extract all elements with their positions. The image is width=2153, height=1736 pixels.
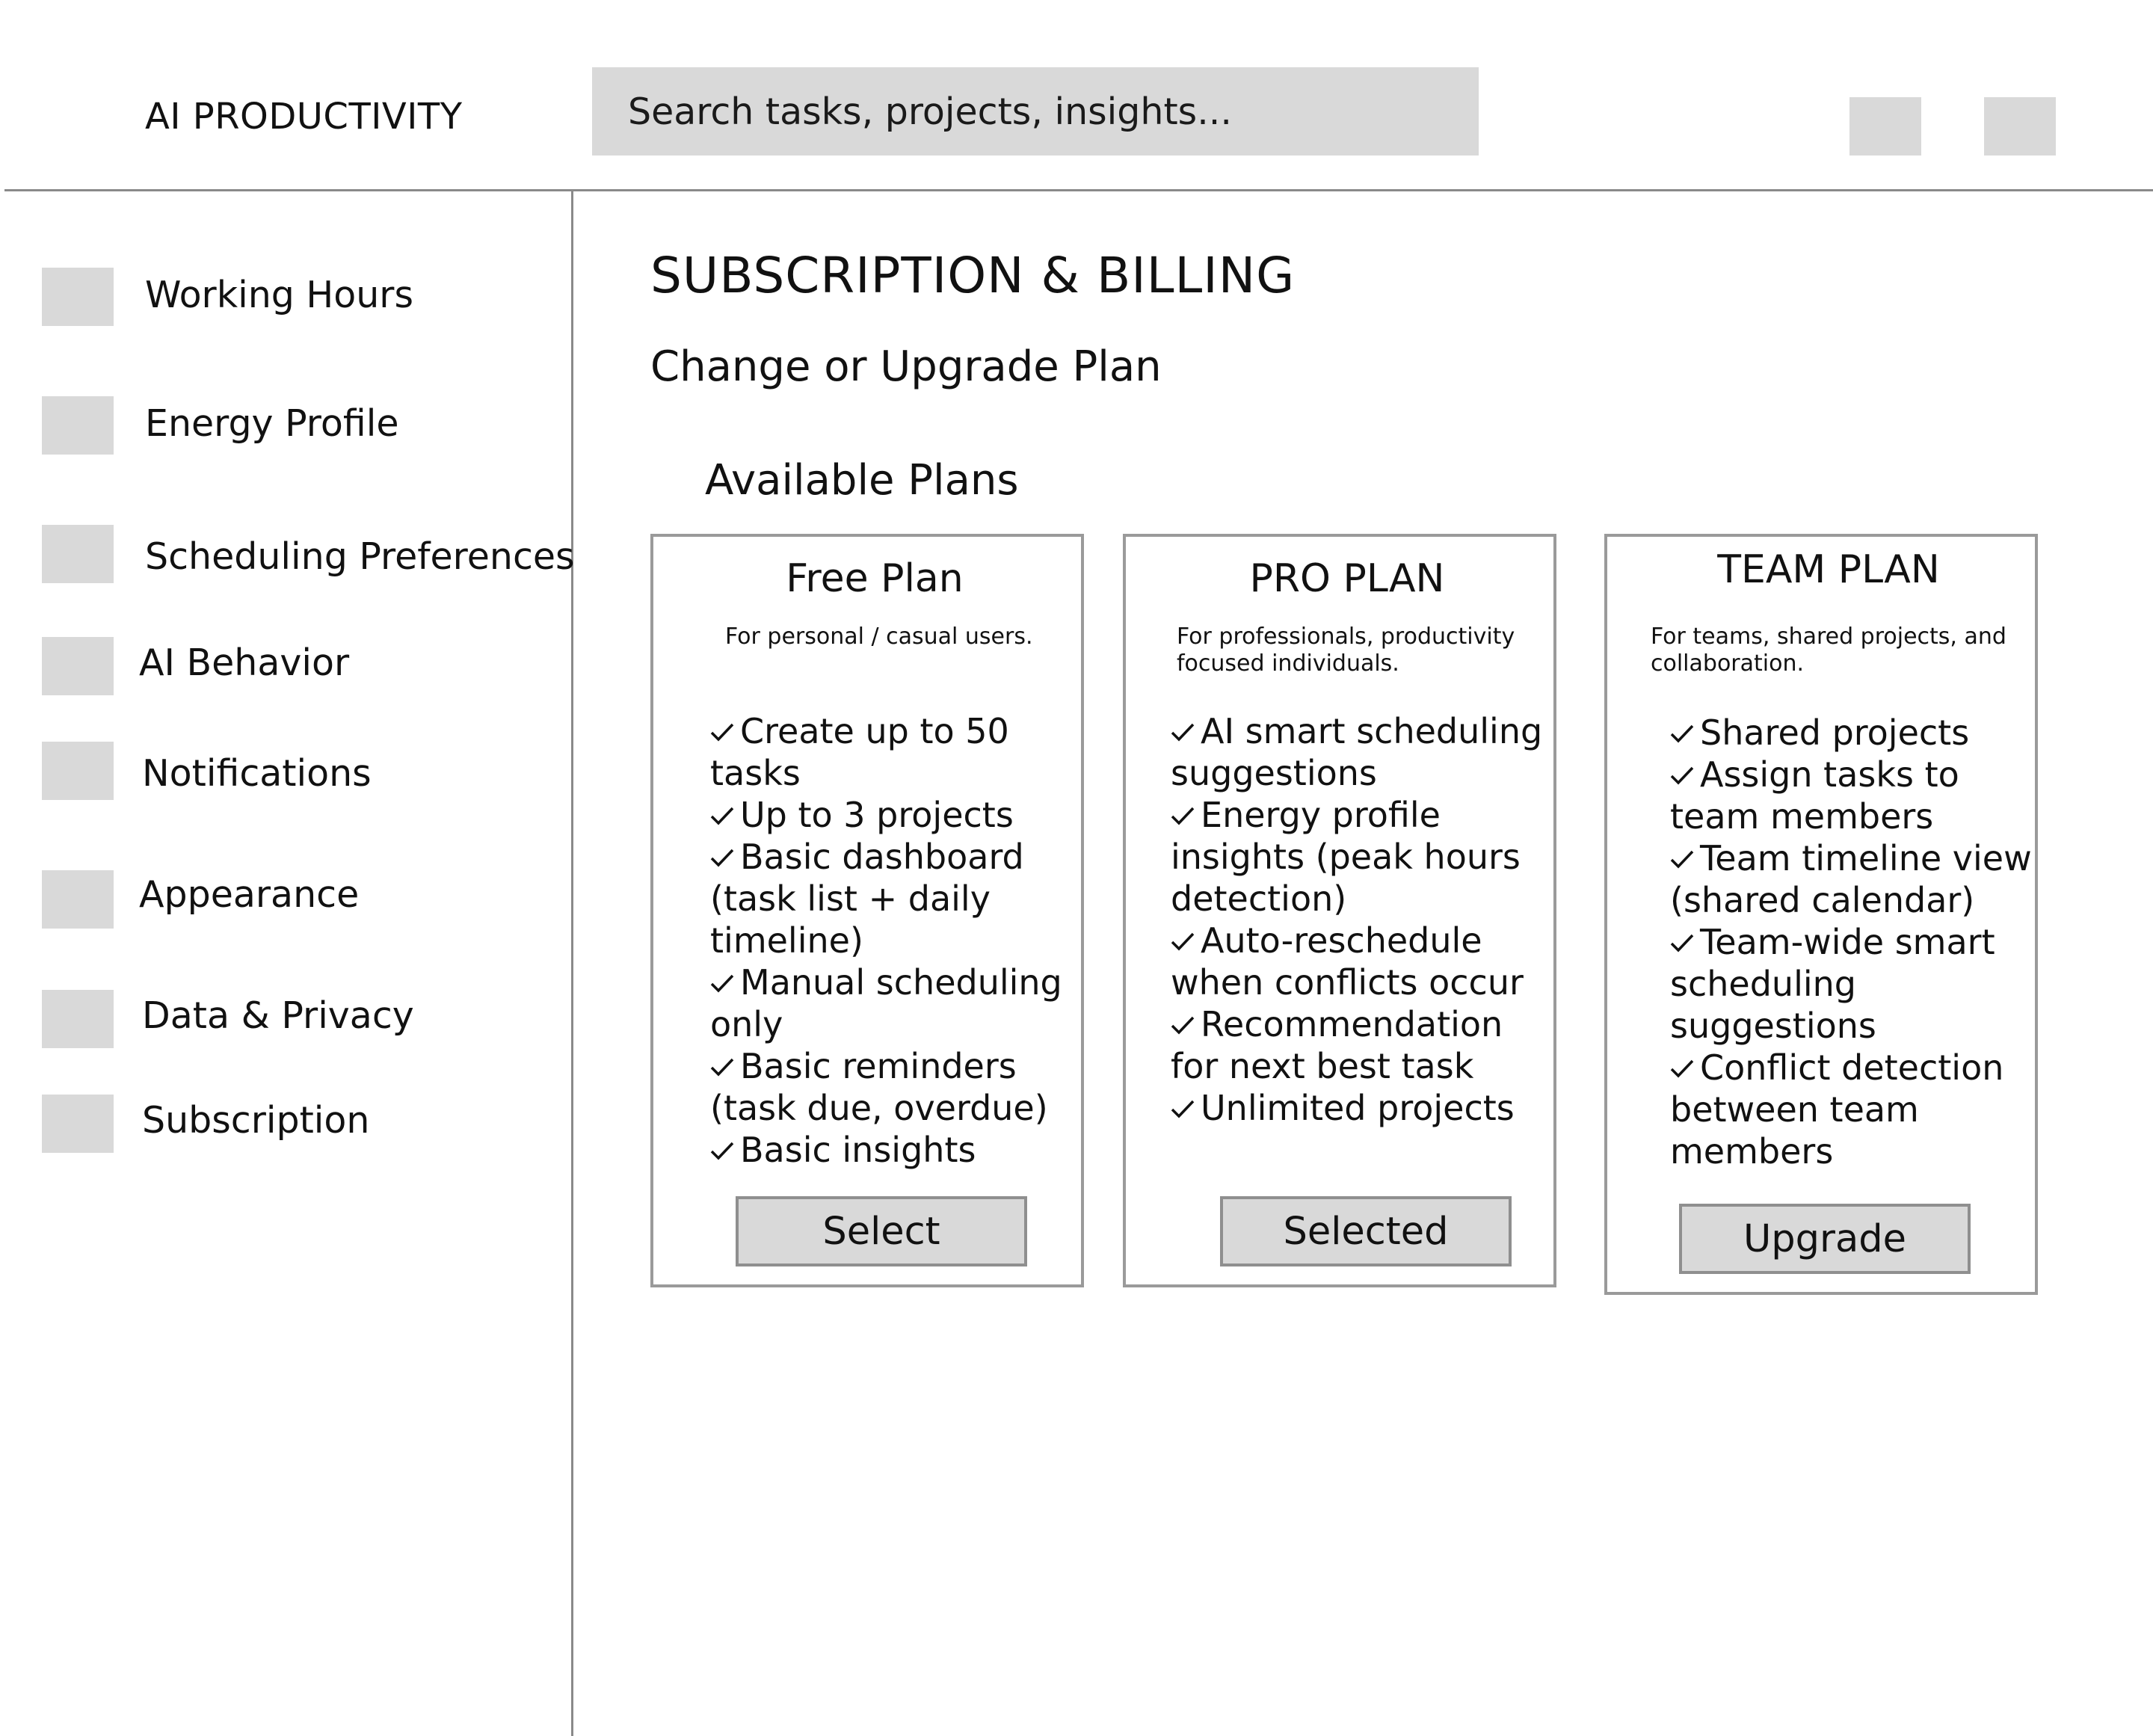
sidebar-item-label: Energy Profile bbox=[145, 402, 399, 445]
plan-name: TEAM PLAN bbox=[1717, 547, 1940, 592]
search-placeholder: Search tasks, projects, insights... bbox=[628, 90, 1232, 133]
sidebar-item-label: Subscription bbox=[142, 1099, 370, 1142]
plan-name: Free Plan bbox=[786, 556, 964, 601]
section-title: Change or Upgrade Plan bbox=[650, 342, 1162, 391]
sidebar-item-label: Notifications bbox=[142, 752, 372, 795]
feature-item: Conflict detection between team members bbox=[1670, 1047, 2004, 1172]
plan-description: For personal / casual users. bbox=[725, 624, 1033, 650]
plan-card-pro bbox=[1123, 534, 1556, 1287]
feature-item: Manual scheduling only bbox=[710, 962, 1062, 1044]
check-icon bbox=[1171, 794, 1201, 836]
check-icon bbox=[1670, 712, 1700, 754]
check-icon bbox=[710, 710, 740, 752]
check-icon bbox=[710, 836, 740, 878]
select-plan-button[interactable]: Select bbox=[736, 1196, 1027, 1266]
feature-item: Basic insights bbox=[710, 1129, 1076, 1171]
placeholder-icon bbox=[42, 742, 114, 800]
sidebar-item-label: Scheduling Preferences bbox=[145, 535, 575, 578]
page-title: SUBSCRIPTION & BILLING bbox=[650, 247, 1296, 304]
check-icon bbox=[710, 961, 740, 1003]
plan-card-free bbox=[650, 534, 1084, 1287]
feature-item: AI smart scheduling suggestions bbox=[1171, 711, 1543, 793]
placeholder-icon bbox=[42, 1095, 114, 1153]
plan-feature-list bbox=[1171, 710, 1549, 1129]
feature-item: Basic reminders (task due, overdue) bbox=[710, 1046, 1048, 1128]
search-input[interactable] bbox=[592, 67, 1479, 156]
check-icon bbox=[1670, 837, 1700, 879]
feature-item: Create up to 50 tasks bbox=[710, 711, 1009, 793]
placeholder-icon bbox=[42, 268, 114, 326]
upgrade-plan-button[interactable]: Upgrade bbox=[1679, 1204, 1971, 1274]
check-icon bbox=[1670, 754, 1700, 795]
placeholder-icon bbox=[42, 990, 114, 1048]
feature-item: Shared projects bbox=[1670, 712, 2033, 754]
plan-description: For professionals, productivity focused individuals. bbox=[1177, 624, 1515, 677]
placeholder-icon bbox=[42, 637, 114, 695]
check-icon bbox=[1171, 1087, 1201, 1129]
header-action-button-2[interactable] bbox=[1984, 97, 2056, 156]
sidebar-divider bbox=[571, 191, 573, 1736]
check-icon bbox=[1670, 921, 1700, 963]
sidebar-item-label: Data & Privacy bbox=[142, 994, 414, 1037]
header-divider bbox=[4, 189, 2153, 191]
feature-item: Up to 3 projects bbox=[710, 794, 1076, 836]
selected-plan-button[interactable]: Selected bbox=[1220, 1196, 1512, 1266]
plan-name: PRO PLAN bbox=[1249, 556, 1445, 601]
check-icon bbox=[710, 1045, 740, 1087]
check-icon bbox=[1171, 1003, 1201, 1045]
available-plans-heading: Available Plans bbox=[705, 456, 1019, 505]
feature-item: Team-wide smart scheduling suggestions bbox=[1670, 922, 1995, 1046]
sidebar-item-label: AI Behavior bbox=[139, 641, 350, 684]
feature-item: Energy profile insights (peak hours detection) bbox=[1171, 795, 1521, 919]
feature-item: Team timeline view (shared calendar) bbox=[1670, 838, 2032, 920]
check-icon bbox=[710, 794, 740, 836]
plan-card-team bbox=[1604, 534, 2038, 1295]
header-action-button-1[interactable] bbox=[1849, 97, 1921, 156]
sidebar-item-label: Appearance bbox=[139, 873, 360, 916]
placeholder-icon bbox=[42, 525, 114, 583]
feature-item: Assign tasks to team members bbox=[1670, 754, 1959, 837]
placeholder-icon bbox=[42, 396, 114, 455]
check-icon bbox=[710, 1129, 740, 1171]
check-icon bbox=[1171, 710, 1201, 752]
sidebar-item-label: Working Hours bbox=[145, 274, 413, 316]
feature-item: Basic dashboard (task list + daily timeline) bbox=[710, 837, 1024, 961]
plan-feature-list bbox=[1670, 712, 2033, 1172]
check-icon bbox=[1171, 920, 1201, 961]
plan-description: For teams, shared projects, and collaboration. bbox=[1651, 624, 2006, 677]
feature-item: Recommendation for next best task bbox=[1171, 1004, 1503, 1086]
app-title: AI PRODUCTIVITY bbox=[145, 96, 463, 138]
check-icon bbox=[1670, 1047, 1700, 1089]
feature-item: Unlimited projects bbox=[1171, 1087, 1549, 1129]
plan-feature-list bbox=[710, 710, 1076, 1171]
placeholder-icon bbox=[42, 870, 114, 929]
feature-item: Auto-reschedule when conflicts occur bbox=[1171, 920, 1524, 1003]
